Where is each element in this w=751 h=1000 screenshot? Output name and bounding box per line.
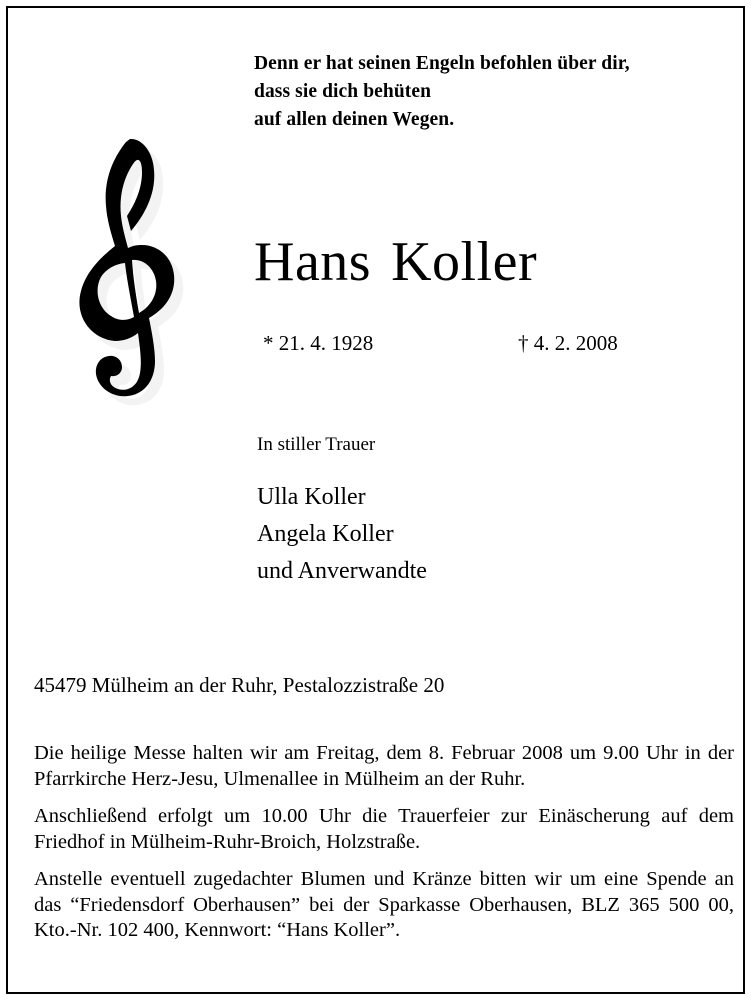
service-details xyxy=(34,741,734,944)
page-title xyxy=(254,230,537,294)
verse-line-3: auf allen deinen Wegen. xyxy=(254,109,455,130)
paragraph-ceremony: Anschließend erfolgt um 10.00 Uhr die Trauerfeier zur Einäscherung auf dem Friedhof in Mülheim-Ruhr-Broich, Holzstraße. xyxy=(34,805,734,853)
treble-clef-icon xyxy=(70,136,200,411)
list-item: Angela Koller xyxy=(257,521,394,547)
verse-block xyxy=(254,50,630,134)
mourning-intro: In stiller Trauer xyxy=(257,434,376,455)
address-line: 45479 Mülheim an der Ruhr, Pestalozzistraße 20 xyxy=(34,673,445,697)
paragraph-mass: Die heilige Messe halten wir am Freitag, dem 8. Februar 2008 um 9.00 Uhr in der Pfarrkirche Herz-Jesu, Ulmenallee in Mülheim an der Ruhr. xyxy=(34,742,734,790)
verse-line-2: dass sie dich behüten xyxy=(254,81,432,102)
death-date: † 4. 2. 2008 xyxy=(518,331,618,355)
page-border xyxy=(6,6,745,994)
name-last: Koller xyxy=(391,231,538,293)
paragraph-donation: Anstelle eventuell zugedachter Blumen und Kränze bitten wir um eine Spende an das “Friedensdorf Oberhausen” bei der Sparkasse Oberhausen, BLZ 365 500 00, Kto.-Nr. 102 400, Kennwort: “Hans Koller”. xyxy=(34,868,734,941)
list-item: Ulla Koller xyxy=(257,484,366,510)
birth-date: * 21. 4. 1928 xyxy=(263,331,374,355)
list-item: und Anverwandte xyxy=(257,558,427,584)
name-first: Hans xyxy=(254,231,372,293)
verse-line-1: Denn er hat seinen Engeln befohlen über dir, xyxy=(254,53,630,74)
page-inner-area xyxy=(8,8,743,992)
notice-content xyxy=(8,8,743,992)
mourners-list xyxy=(257,479,427,590)
